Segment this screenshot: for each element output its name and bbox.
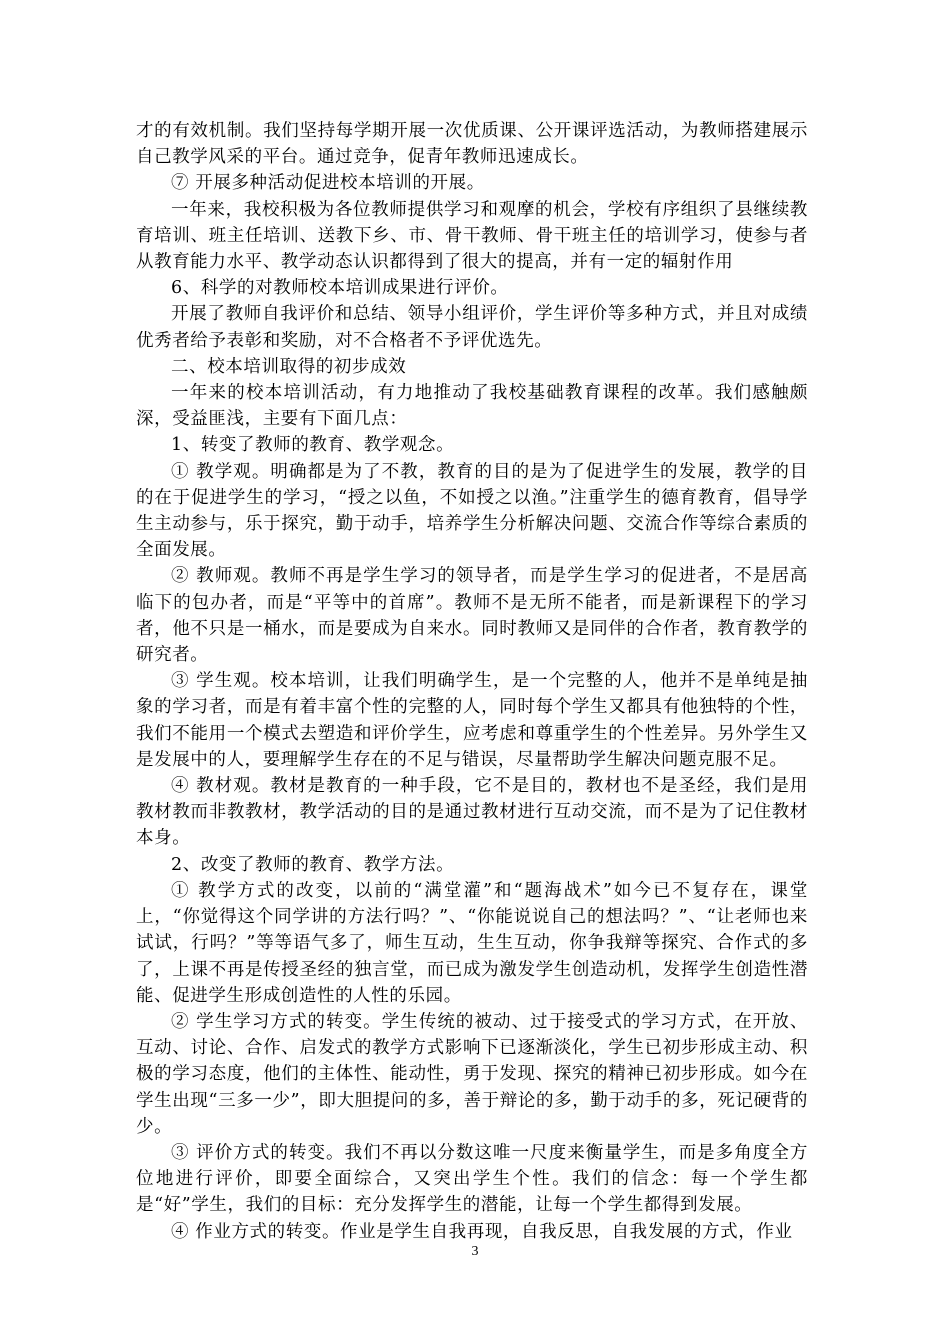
paragraph-1: 才的有效机制。我们坚持每学期开展一次优质课、公开课评选活动，为教师搭建展示自己教学风采的平台。通过竞争，促青年教师迅速成长。 [136,121,808,168]
page-number: 3 [471,1244,479,1259]
paragraph-10: ② 教师观。教师不再是学生学习的领导者，而是学生学习的促进者，不是居高临下的包办者，而是“平等中的首席”。教师不是无所不能者，而是新课程下的学习者，他不只是一桶水，而是要成为自来水。同时教师又是同伴的合作者，教育教学的研究者。 [136,566,808,666]
paragraph-9: ① 教学观。明确都是为了不教，教育的目的是为了促进学生的发展，教学的目的在于促进学生的学习，“授之以鱼，不如授之以渔。”注重学生的德育教育，倡导学生主动参与，乐于探究，勤于动手，培养学生分析解决问题、交流合作等综合素质的全面发展。 [136,461,808,561]
paragraph-7: 一年来的校本培训活动，有力地推动了我校基础教育课程的改革。我们感触颇深，受益匪浅，主要有下面几点： [136,383,808,430]
subheading-1: 1、转变了教师的教育、教学观念。 [171,435,455,456]
paragraph-12: ④ 教材观。教材是教育的一种手段，它不是目的，教材也不是圣经，我们是用教材教而非教教材，教学活动的目的是通过教材进行互动交流，而不是为了记住教材本身。 [136,776,808,849]
paragraph-4: 6、科学的对教师校本培训成果进行评价。 [171,278,509,299]
section-heading: 二、校本培训取得的初步成效 [171,356,407,377]
paragraph-3: 一年来，我校积极为各位教师提供学习和观摩的机会，学校有序组织了县继续教育培训、班主任培训、送教下乡、市、骨干教师、骨干班主任的培训学习，使参与者从教育能力水平、教学动态认识都得到了很大的提高，并有一定的辐射作用 [136,199,808,273]
paragraph-17: ④ 作业方式的转变。作业是学生自我再现，自我反思，自我发展的方式，作业 [171,1221,793,1242]
paragraph-15: ② 学生学习方式的转变。学生传统的被动、过于接受式的学习方式，在开放、互动、讨论、合作、启发式的教学方式影响下已逐渐淡化，学生已初步形成主动、积极的学习态度，他们的主体性、能动性，勇于发现、探究的精神已初步形成。如今在学生出现“三多一少”，即大胆提问的多，善于辩论的多，勤于动手的多，死记硬背的少。 [136,1011,808,1137]
paragraph-2: ⑦ 开展多种活动促进校本培训的开展。 [171,173,485,194]
document-body [136,118,808,1245]
paragraph-11: ③ 学生观。校本培训，让我们明确学生，是一个完整的人，他并不是单纯是抽象的学习者，而是有着丰富个性的完整的人，同时每个学生又都具有他独特的个性，我们不能用一个模式去塑造和评价学生，应考虑和尊重学生的个性差异。另外学生又是发展中的人，要理解学生存在的不足与错误，尽量帮助学生解决问题克服不足。 [136,671,808,770]
paragraph-16: ③ 评价方式的转变。我们不再以分数这唯一尺度来衡量学生，而是多角度全方位地进行评价，即要全面综合，又突出学生个性。我们的信念：每一个学生都是“好”学生，我们的目标：充分发挥学生的潜能，让每一个学生都得到发展。 [136,1142,808,1216]
paragraph-14: ① 教学方式的改变，以前的“满堂灌”和“题海战术”如今已不复存在，课堂上，“你觉得这个同学讲的方法行吗？”、“你能说说自己的想法吗？”、“让老师也来试试，行吗？”等等语气多了，师生互动，生生互动，你争我辩等探究、合作式的多了，上课不再是传授圣经的独言堂，而已成为激发学生创造动机，发挥学生创造性潜能、促进学生形成创造性的人性的乐园。 [136,880,808,1006]
paragraph-5: 开展了教师自我评价和总结、领导小组评价，学生评价等多种方式，并且对成绩优秀者给予表彰和奖励，对不合格者不予评优选先。 [136,304,808,351]
subheading-2: 2、改变了教师的教育、教学方法。 [171,854,455,875]
